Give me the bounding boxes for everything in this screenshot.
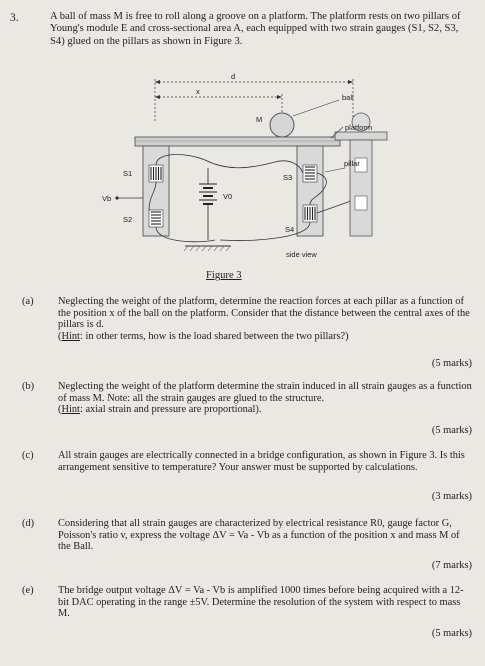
label-platform: platform <box>345 123 373 132</box>
part-label: (c) <box>22 450 34 461</box>
part-label: (b) <box>22 381 35 392</box>
part-label: (d) <box>22 518 35 529</box>
label-S1: S1 <box>123 169 133 178</box>
hint-text: : axial strain and pressure are proportional). <box>79 404 262 416</box>
label-x: x <box>196 87 200 96</box>
question-number: 3. <box>10 12 19 24</box>
label-pillar: pillar <box>344 159 360 168</box>
part-label: (a) <box>22 296 34 307</box>
part-text: The bridge output voltage ΔV = Va - Vb is amplified 1000 times before being acquired with a 12-bit DAC operating in the range ±5V. Determine the resolution of the system with respect to mass M. <box>58 585 464 620</box>
marks-b: (5 marks) <box>431 425 472 436</box>
label-side-view: side view <box>286 250 317 259</box>
marks-e: (5 marks) <box>431 628 472 639</box>
marks-c: (3 marks) <box>431 491 472 502</box>
label-S4: S4 <box>285 225 295 234</box>
label-Vb: Vb <box>102 194 112 203</box>
marks-d: (7 marks) <box>431 560 472 571</box>
hint-text: : in other terms, how is the load shared between the two pillars?) <box>79 330 349 342</box>
label-d: d <box>231 72 236 81</box>
hint-label: Hint <box>61 330 80 342</box>
label-S3: S3 <box>283 173 293 182</box>
part-text: Neglecting the weight of the platform, determine the reaction forces at each pillar as a function of the position x of the ball on the platform. Consider that the distance between the central axes of the pillars is d. <box>58 296 470 331</box>
label-V0: V0 <box>223 192 233 201</box>
part-text: Considering that all strain gauges are characterized by electrical resistance R0, gauge factor G, Poisson's ratio v, express the voltage ΔV = Va - Vb as a function of the position x and mass M of the Ball. <box>58 518 460 553</box>
part-text: Neglecting the weight of the platform determine the strain induced in all strain gauges as a function of mass M. Note: all the strain gauges are glued to the structure. <box>58 381 472 404</box>
part-text: All strain gauges are electrically connected in a bridge configuration, as shown in Figure 3. Is this arrangement sensitive to temperature? Your answer must be supported by calculations. <box>58 450 465 473</box>
label-ball: ball <box>342 93 354 102</box>
question-intro: A ball of mass M is free to roll along a groove on a platform. The platform rests on two pillars of Young's module E and cross-sectional area A, each equipped with two strain gauges (S1, S2, S3, S4) glued on the pillars as shown in Figure 3. <box>50 11 461 47</box>
hint-label: Hint <box>61 404 80 416</box>
label-M: M <box>256 115 263 124</box>
part-label: (e) <box>22 585 34 596</box>
label-S2: S2 <box>123 215 133 224</box>
figure-caption: Figure 3 <box>206 270 242 281</box>
marks-a: (5 marks) <box>431 358 472 369</box>
figure-3-diagram <box>95 70 425 265</box>
